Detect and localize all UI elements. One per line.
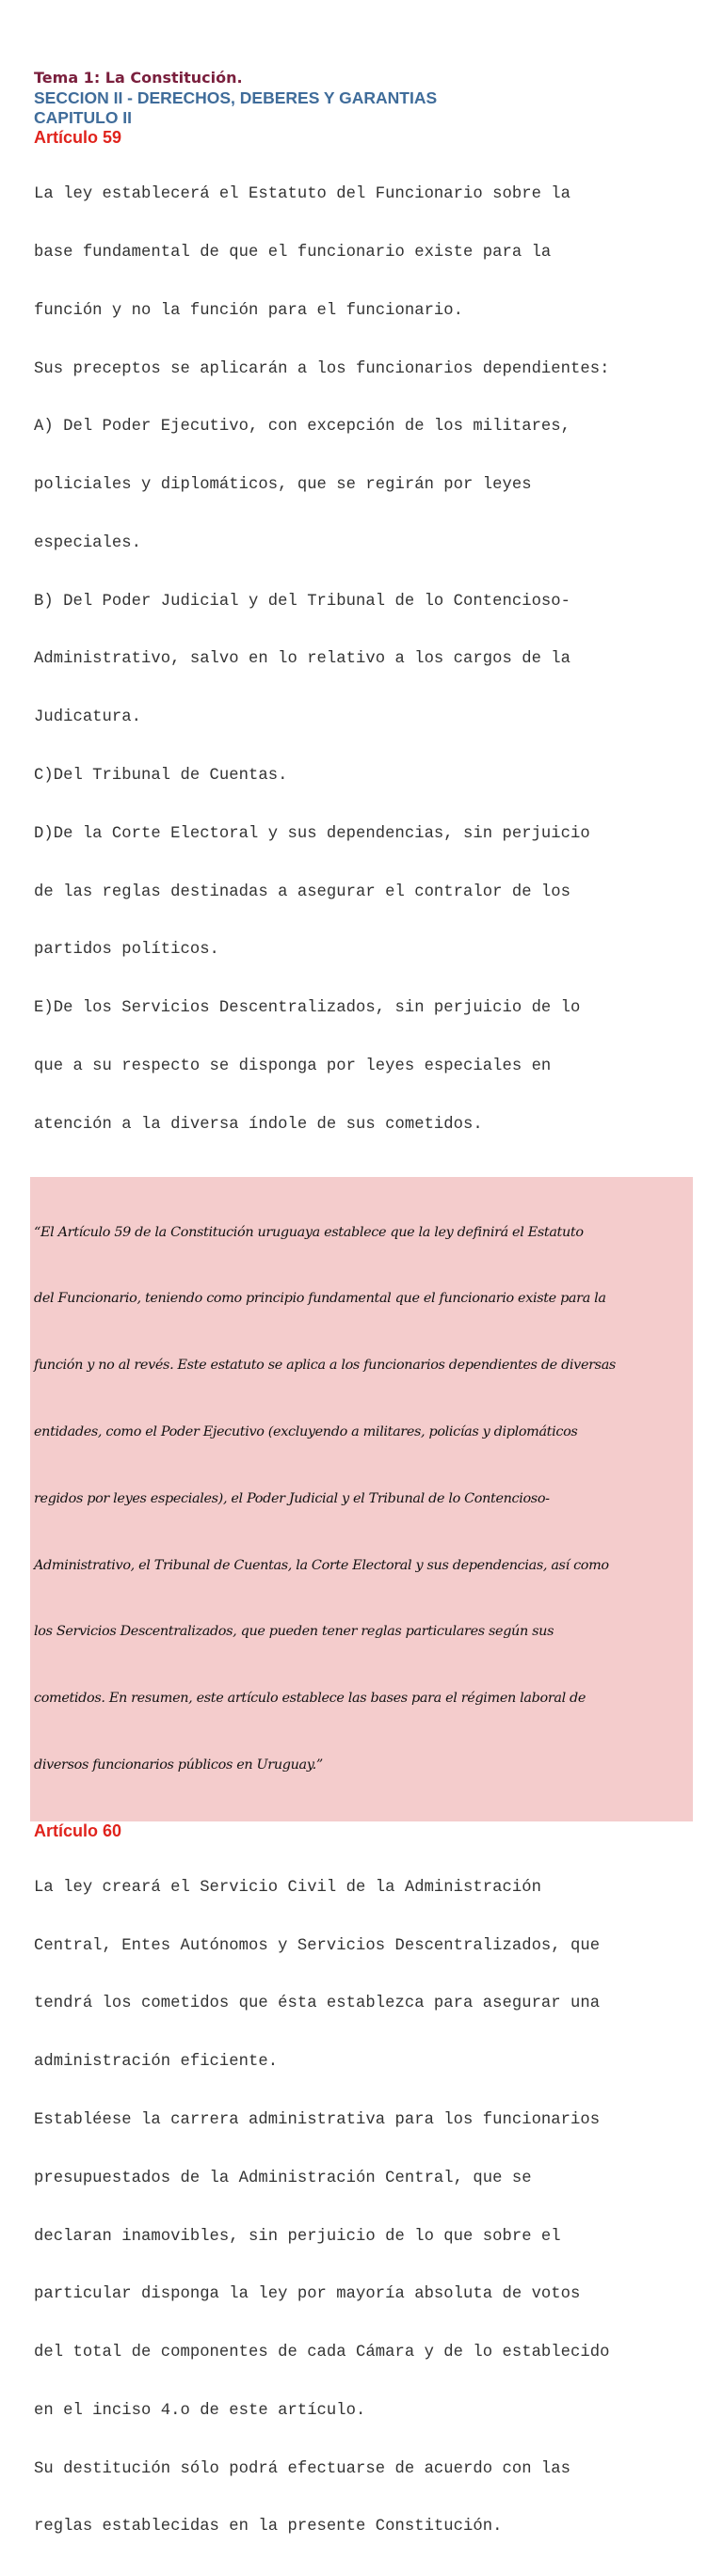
text-line: C)Del Tribunal de Cuentas.	[34, 767, 288, 785]
article-59-summary-highlight	[30, 1177, 693, 1821]
text-line: del total de componentes de cada Cámara y de lo establecido	[34, 2344, 610, 2362]
summary-line: función y no al revés. Este estatuto se aplica a los funcionarios dependientes de diversas	[34, 1358, 616, 1374]
text-line: tendrá los cometidos que ésta establezca para asegurar una	[34, 1995, 601, 2013]
text-line: función y no la función para el funcionario.	[34, 301, 464, 320]
article-60-body	[34, 1840, 689, 2576]
text-line: policiales y diplomáticos, que se regirán por leyes	[34, 476, 532, 495]
text-line: Establéese la carrera administrativa para los funcionarios	[34, 2111, 601, 2129]
text-line: La ley creará el Servicio Civil de la Administración	[34, 1878, 541, 1897]
text-line: Administrativo, salvo en lo relativo a los cargos de la	[34, 650, 571, 669]
topic-title: Tema 1: La Constitución.	[34, 69, 243, 87]
text-line: especiales.	[34, 533, 142, 552]
text-line: presupuestados de la Administración Central, que se	[34, 2169, 532, 2187]
text-line: base fundamental de que el funcionario existe para la	[34, 243, 552, 262]
summary-line: los Servicios Descentralizados, que pueden tener reglas particulares según sus	[34, 1624, 554, 1640]
section-title: SECCION II - DERECHOS, DEBERES Y GARANTIAS	[34, 88, 438, 107]
text-line: particular disponga la ley por mayoría absoluta de votos	[34, 2285, 581, 2304]
summary-line: cometidos. En resumen, este artículo establece las bases para el régimen laboral de	[34, 1691, 586, 1707]
text-line: administración eficiente.	[34, 2053, 279, 2072]
article-59-title: Artículo 59	[34, 128, 122, 147]
article-60-title: Artículo 60	[34, 1821, 122, 1840]
text-line: reglas establecidas en la presente Constitución.	[34, 2518, 503, 2536]
article-59-body	[34, 147, 689, 1173]
text-line: Sus preceptos se aplicarán a los funcionarios dependientes:	[34, 359, 610, 378]
text-line: partidos políticos.	[34, 941, 219, 960]
summary-line: entidades, como el Poder Ejecutivo (excluyendo a militares, policías y diplomáticos	[34, 1424, 578, 1439]
text-line: Su destitución sólo podrá efectuarse de acuerdo con las	[34, 2459, 571, 2478]
text-line: A) Del Poder Ejecutivo, con excepción de los militares,	[34, 418, 571, 437]
text-line: Central, Entes Autónomos y Servicios Descentralizados, que	[34, 1936, 601, 1955]
chapter-title: CAPITULO II	[34, 108, 133, 127]
text-line: D)De la Corte Electoral y sus dependencias, sin perjuicio	[34, 824, 590, 843]
text-line: E)De los Servicios Descentralizados, sin perjuicio de lo	[34, 999, 581, 1018]
text-line: de las reglas destinadas a asegurar el contralor de los	[34, 883, 571, 901]
text-line: atención a la diversa índole de sus cometidos.	[34, 1115, 483, 1134]
summary-line: Administrativo, el Tribunal de Cuentas, la Corte Electoral y sus dependencias, así como	[34, 1557, 609, 1573]
summary-line: del Funcionario, teniendo como principio fundamental que el funcionario existe para la	[34, 1291, 606, 1307]
text-line: que a su respecto se disponga por leyes especiales en	[34, 1057, 552, 1075]
summary-line: diversos funcionarios públicos en Uruguay.”	[34, 1757, 323, 1773]
summary-line: regidos por leyes especiales), el Poder Judicial y el Tribunal de lo Contencioso-	[34, 1490, 550, 1506]
text-line: La ley establecerá el Estatuto del Funcionario sobre la	[34, 185, 571, 204]
text-line: en el inciso 4.o de este artículo.	[34, 2401, 366, 2420]
text-line: declaran inamovibles, sin perjuicio de lo que sobre el	[34, 2227, 561, 2246]
text-line: Judicatura.	[34, 708, 142, 727]
summary-line: “El Artículo 59 de la Constitución uruguaya establece que la ley definirá el Estatuto	[34, 1224, 584, 1240]
text-line: B) Del Poder Judicial y del Tribunal de lo Contencioso-	[34, 592, 571, 611]
